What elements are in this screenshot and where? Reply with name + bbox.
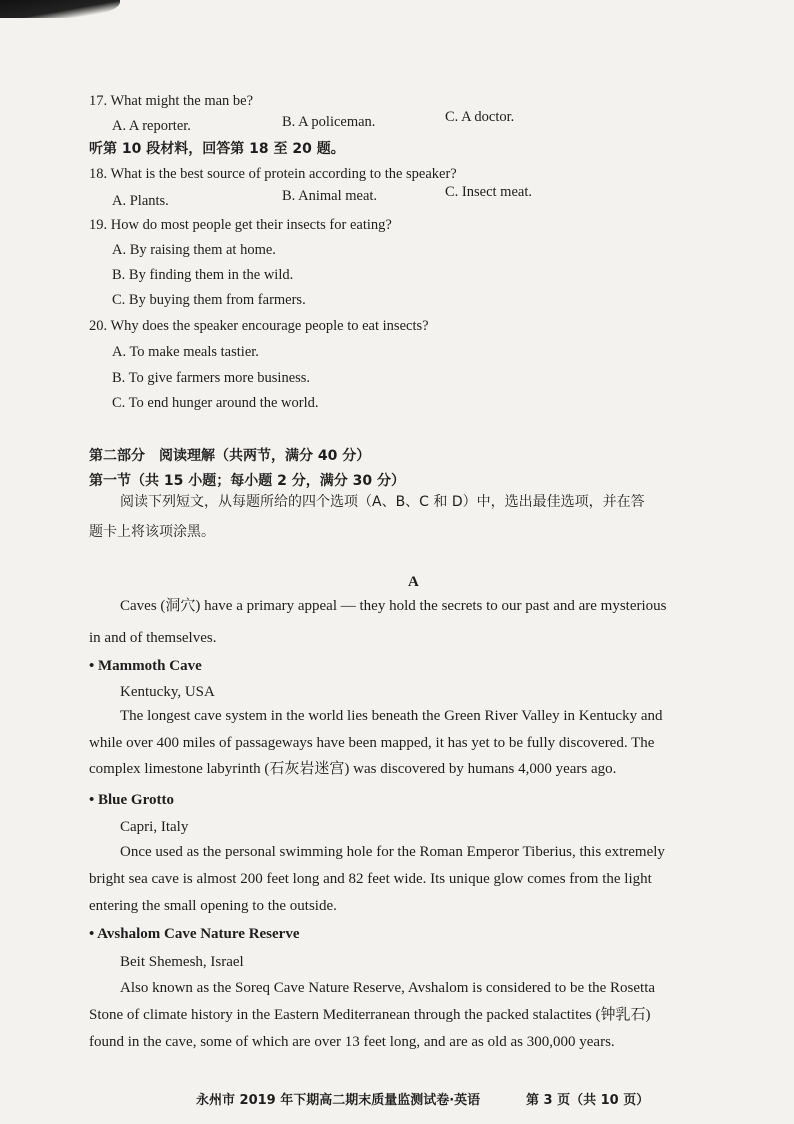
question-20-option-c: C. To end hunger around the world. [112, 395, 319, 411]
cave-text-blue-grotto-3: entering the small opening to the outside. [89, 898, 337, 914]
section-one-title: 第一节（共 15 小题；每小题 2 分，满分 30 分） [89, 473, 405, 489]
question-18-stem: 18. What is the best source of protein according to the speaker? [89, 166, 457, 182]
instruction-section-10: 听第 10 段材料，回答第 18 至 20 题。 [89, 141, 345, 157]
footer-exam-title: 永州市 2019 年下期高二期末质量监测试卷·英语 [196, 1093, 481, 1108]
question-17-option-b: B. A policeman. [282, 114, 376, 130]
question-18-option-b: B. Animal meat. [282, 188, 378, 204]
intro-line-1: Caves (洞穴) have a primary appeal — they hold the secrets to our past and are mysterious [120, 598, 667, 614]
question-18-option-c: C. Insect meat. [445, 184, 532, 200]
footer-page-number: 第 3 页（共 10 页） [526, 1093, 650, 1108]
passage-label: A [408, 574, 419, 590]
cave-heading-avshalom: • Avshalom Cave Nature Reserve [89, 926, 300, 942]
cave-heading-blue-grotto: • Blue Grotto [89, 792, 174, 808]
cave-text-avshalom-3: found in the cave, some of which are over 13 feet long, and are as old as 300,000 years. [89, 1034, 615, 1050]
cave-location-blue-grotto: Capri, Italy [120, 819, 189, 835]
question-20-option-a: A. To make meals tastier. [112, 344, 259, 360]
cave-text-mammoth-1: The longest cave system in the world lies beneath the Green River Valley in Kentucky and [120, 708, 663, 724]
cave-text-avshalom-2: Stone of climate history in the Eastern Mediterranean through the packed stalactites (钟乳石) [89, 1007, 651, 1023]
question-19-stem: 19. How do most people get their insects for eating? [89, 217, 392, 233]
question-19-option-a: A. By raising them at home. [112, 242, 276, 258]
cave-text-mammoth-3: complex limestone labyrinth (石灰岩迷宫) was discovered by humans 4,000 years ago. [89, 761, 617, 777]
question-20-stem: 20. Why does the speaker encourage people to eat insects? [89, 318, 429, 334]
cave-text-mammoth-2: while over 400 miles of passageways have been mapped, it has yet to be fully discovered. The [89, 735, 655, 751]
cave-heading-mammoth: • Mammoth Cave [89, 658, 202, 674]
scan-shadow [0, 0, 120, 18]
question-17-option-a: A. A reporter. [112, 118, 191, 134]
cave-text-avshalom-1: Also known as the Soreq Cave Nature Reserve, Avshalom is considered to be the Rosetta [120, 980, 656, 996]
directions-line-2: 题卡上将该项涂黑。 [89, 524, 215, 540]
question-17-stem: 17. What might the man be? [89, 93, 254, 109]
question-19-option-b: B. By finding them in the wild. [112, 267, 294, 283]
cave-text-blue-grotto-1: Once used as the personal swimming hole for the Roman Emperor Tiberius, this extremely [120, 844, 665, 860]
question-19-option-c: C. By buying them from farmers. [112, 292, 306, 308]
cave-location-mammoth: Kentucky, USA [120, 684, 215, 700]
cave-location-avshalom: Beit Shemesh, Israel [120, 954, 244, 970]
directions-line-1: 阅读下列短文，从每题所给的四个选项（A、B、C 和 D）中，选出最佳选项，并在答 [120, 494, 645, 510]
part-two-title: 第二部分 阅读理解（共两节，满分 40 分） [89, 448, 371, 464]
question-18-option-a: A. Plants. [112, 193, 169, 209]
intro-line-2: in and of themselves. [89, 630, 217, 646]
cave-text-blue-grotto-2: bright sea cave is almost 200 feet long and 82 feet wide. Its unique glow comes from the light [89, 871, 652, 887]
question-20-option-b: B. To give farmers more business. [112, 370, 311, 386]
question-17-option-c: C. A doctor. [445, 109, 515, 125]
